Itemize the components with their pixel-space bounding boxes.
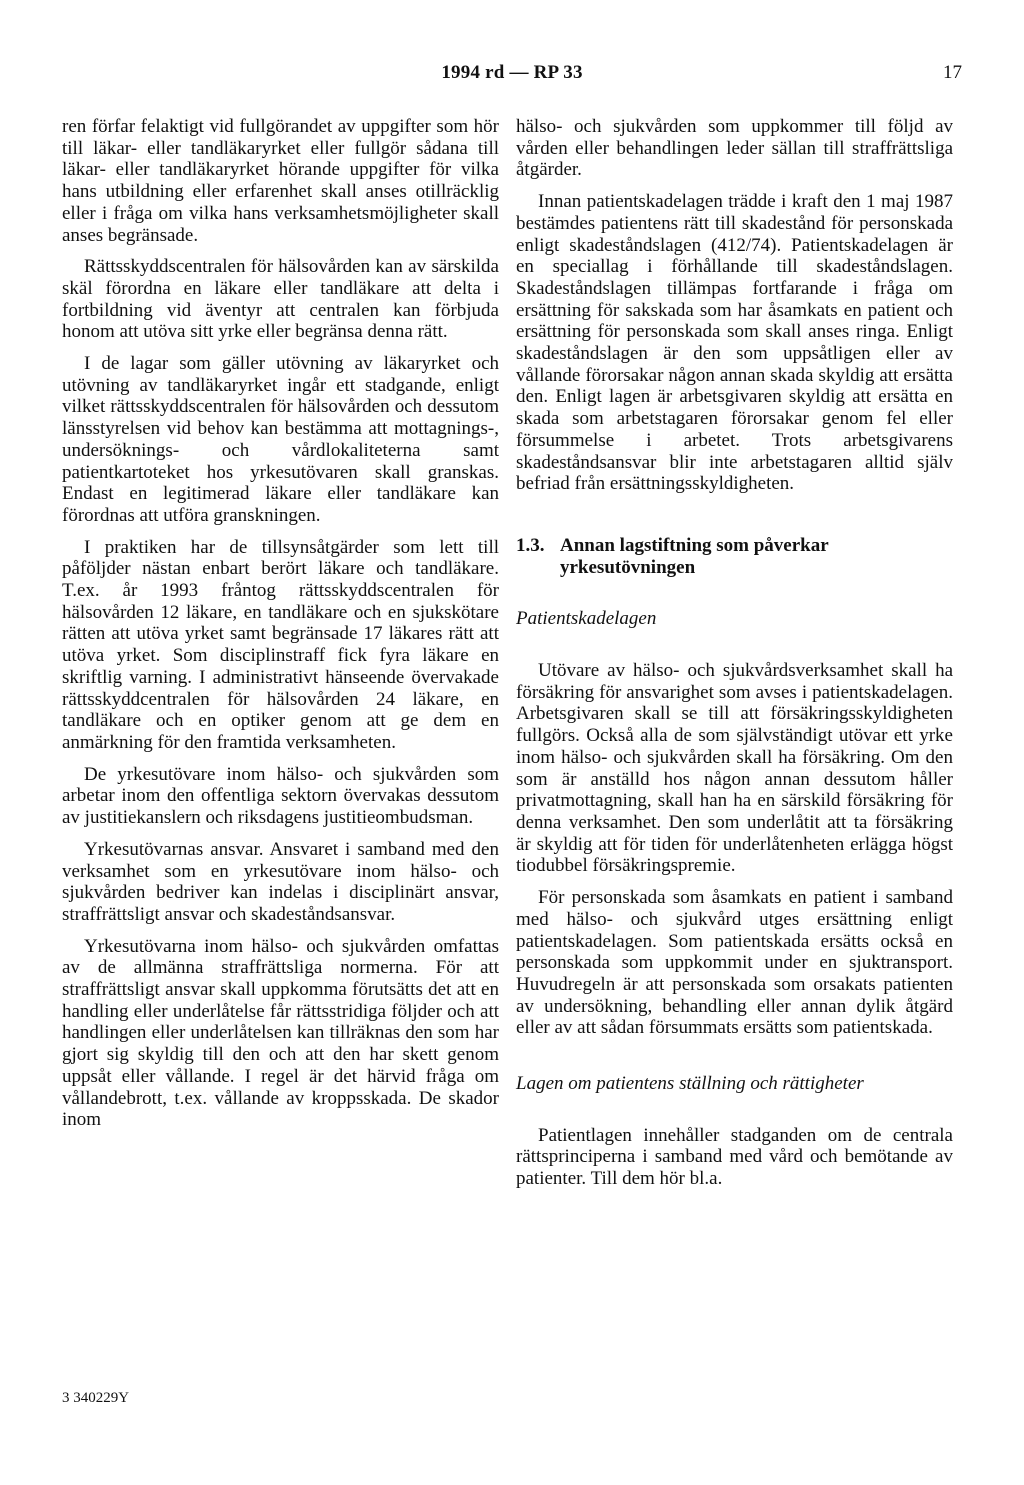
page-number: 17 — [943, 62, 962, 83]
paragraph: Patientlagen innehåller stadganden om de centrala rättsprinciperna i samband med vård och bemötande av patienter. Till dem hör bl.a. — [516, 1124, 953, 1190]
paragraph: Yrkesutövarnas ansvar. Ansvaret i samband med den verksamhet som en yrkesutövare inom hälso- och sjukvården bedriver kan indelas i disciplinärt ansvar, straffrättsligt ansvar och skadeståndsansvar. — [62, 838, 499, 925]
footer-code: 3 340229Y — [62, 1390, 130, 1406]
paragraph: Innan patientskadelagen trädde i kraft den 1 maj 1987 bestämdes patientens rätt till skadestånd för personskada enligt skadeståndslagen (412/74). Patientskadelagen är en speciallag i förhållande till skadeståndslagen. Skadeståndslagen tillämpas fortfarande i fråga om ersättning för sakskada som har åsamkats en patient och ersättning för personskada som skall anses ringa. Enligt skadeståndslagen är den som uppsåtligen eller av vållande förorsakar någon annan skada skyldig att ersätta den. Enligt lagen är arbetsgivaren skyldig att ersätta en skada som arbetstagaren förorsakar genom fel eller försummelse i arbetet. Trots arbetsgivarens skadeståndsansvar blir inte arbetstagaren alltid själv befriad från ersättningsskyldigheten. — [516, 191, 953, 495]
right-column — [516, 116, 953, 1200]
subheading-patientskadelagen: Patientskadelagen — [516, 608, 657, 630]
paragraph: De yrkesutövare inom hälso- och sjukvården som arbetar inom den offentliga sektorn övervakas dessutom av justitiekanslern och riksdagens justitieombudsman. — [62, 763, 499, 829]
paragraph: Utövare av hälso- och sjukvårdsverksamhet skall ha försäkring för ansvarighet som avses i patientskadelagen. Arbetsgivaren skall se till att försäkringsskyldigheten fullgörs. Också alla de som självständigt utövar ett yrke inom hälso- och sjukvården skall ha försäkring. Om den som är anställd hos någon annan dessutom håller privatmottagning, skall han ha en särskild försäkring för denna verksamhet. Den som underlåtit att ta försäkring är skyldig att för tiden för underlåtenheten erlägga högst tiodubbel försäkringspremie. — [516, 660, 953, 877]
paragraph: I praktiken har de tillsynsåtgärder som lett till påföljder nästan enbart berört läkare och tandläkare. T.ex. år 1993 fråntog rättsskyddscentralen för hälsovården 12 läkare, en tandläkare och en sjukskötare rätten att utöva yrket samt begränsade 17 läkares rätt att utöva yrket. Som disciplinstraff fick fyra läkare en skriftlig varning. I administrativt hänseende övervakade rättsskyddcentralen för hälsovården 24 läkare, en tandläkare och en optiker genom att ge dem en anmärkning för den framtida verksamheten. — [62, 536, 499, 753]
paragraph: hälso- och sjukvården som uppkommer till följd av vården eller behandlingen leder sällan till straffrättsliga åtgärder. — [516, 116, 953, 181]
section-title: Annan lagstiftning som påverkar yrkesutövningen — [560, 534, 829, 578]
section-heading — [516, 535, 953, 578]
header-title: 1994 rd — RP 33 — [441, 62, 583, 83]
page-header — [62, 62, 962, 86]
paragraph: Rättsskyddscentralen för hälsovården kan av särskilda skäl förordna en läkare eller tandläkare att delta i fortbildning vid äventyr att centralen kan förbjuda honom att utöva sitt yrke eller begränsa denna rätt. — [62, 256, 499, 343]
subheading-patientlagen: Lagen om patientens ställning och rättigheter — [516, 1073, 864, 1095]
paragraph: Yrkesutövarna inom hälso- och sjukvården omfattas av de allmänna straffrättsliga normerna. För att straffrättsligt ansvar skall uppkomma förutsätts det att en handling eller underlåtelse får rättsstridiga följder och att handlingen eller underlåtelsen kan tillräknas den som har gjort sig skyldig till den och att den har skett genom uppsåt eller vållande. I regel är det härvid fråga om vållandebrott, t.ex. vållande av kroppsskada. De skador inom — [62, 935, 499, 1131]
left-column — [62, 116, 499, 1141]
paragraph: För personskada som åsamkats en patient i samband med hälso- och sjukvård utges ersättning enligt patientskadelagen. Som patientskada ersätts också en personskada som uppkommit under en sjuktransport. Huvudregeln är att personskada som orsakats patienten av undersökning, behandling eller annan dylik åtgärd eller av att sådan försummats ersätts som patientskada. — [516, 887, 953, 1039]
section-number: 1.3. — [516, 534, 545, 556]
paragraph: I de lagar som gäller utövning av läkaryrket och utövning av tandläkaryrket ingår ett stadgande, enligt vilket rättsskyddscentralen för hälsovården och dessutom länsstyrelsen vid behov kan bestämma att mottagnings-, undersöknings- och vårdlokaliteterna samt patientkartoteket hos yrkesutövaren skall granskas. Endast en legitimerad läkare eller tandläkare kan förordnas att utföra granskningen. — [62, 353, 499, 526]
paragraph: ren förfar felaktigt vid fullgörandet av uppgifter som hör till läkar- eller tandläkaryrket eller fullgör sådana till läkar- eller tandläkaryrket hörande uppgifter för vilka hans utbildning eller erfarenhet skall anses otillräcklig eller i fråga om vilka hans verksamhetsmöjligheter skall anses begränsade. — [62, 116, 499, 246]
